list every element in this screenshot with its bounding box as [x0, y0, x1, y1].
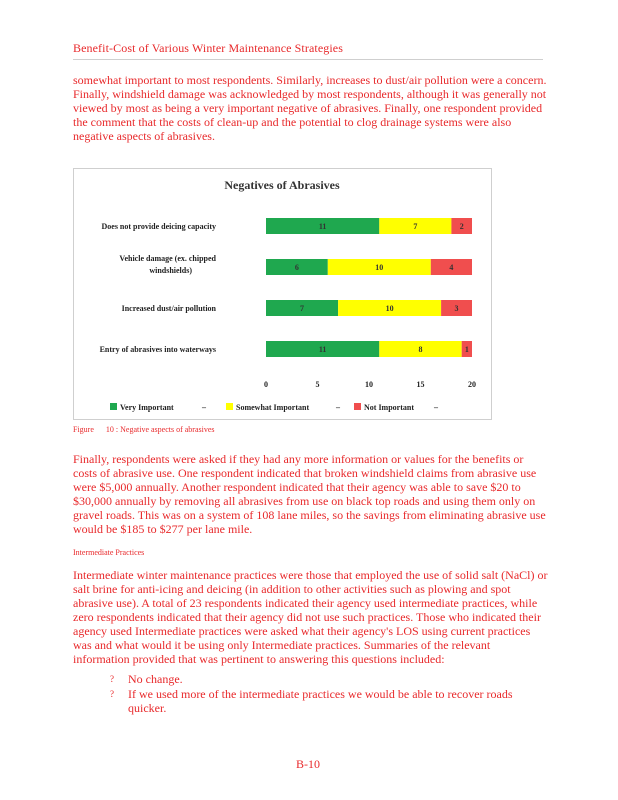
data-label: 11 — [318, 345, 327, 354]
category-label: Entry of abrasives into waterways — [99, 345, 216, 354]
x-tick-label: 5 — [315, 380, 320, 389]
data-label: 6 — [294, 263, 299, 272]
list-item-text: If we used more of the intermediate practices we would be able to recover roads quicker. — [128, 687, 513, 715]
legend-dash: – — [202, 403, 206, 412]
legend-dash: – — [336, 403, 340, 412]
data-label: 1 — [464, 345, 469, 354]
legend-label: Somewhat Important — [236, 403, 310, 412]
x-tick-label: 15 — [416, 380, 425, 389]
legend-label: Not Important — [364, 403, 414, 412]
data-label: 10 — [375, 263, 384, 272]
data-label: 7 — [413, 222, 418, 231]
caption-label: Figure — [73, 425, 94, 434]
category-label: Does not provide deicing capacity — [101, 222, 216, 231]
running-header: Benefit-Cost of Various Winter Maintenance Strategies — [73, 41, 343, 55]
header-rule — [73, 59, 543, 60]
chart-title: Negatives of Abrasives — [224, 178, 340, 192]
x-tick-label: 20 — [468, 380, 476, 389]
legend-swatch — [110, 403, 117, 410]
page-number: B-10 — [296, 757, 320, 771]
data-label: 7 — [300, 304, 305, 313]
caption-number: 10 — [105, 425, 114, 434]
legend-swatch — [354, 403, 361, 410]
figure-caption — [73, 425, 215, 434]
paragraph-intermediate-practices: Intermediate winter maintenance practices were those that employed the use of solid salt (NaCl) or salt brine for anti-icing and deicing (in addition to other activities such as plowing and spot abrasive use). A total of 23 respondents indicated their agency used intermediate practices, while zero respondents indicated that their agency did not use such practices. Those who indicated their agency used Intermediate practices were asked what their agency's LOS using current practices was and what would it be using only Intermediate practices. Summaries of the relevant information provided that was pertinent to answering this questions included: — [73, 568, 548, 666]
data-label: 10 — [385, 304, 394, 313]
paragraph-cost-info: Finally, respondents were asked if they had any more information or values for the benefits or costs of abrasive use. One respondent indicated that broken windshield claims from abrasive use were $5,000 annually. Another respondent indicated that their agency was able to save $20 to $30,000 annually by removing all abrasives from use on black top roads and using them only on gravel roads. This was on a system of 108 lane miles, so the savings from eliminating abrasive use would be $185 to $277 per lane mile. — [73, 452, 546, 536]
list-item-text: No change. — [128, 672, 183, 686]
data-label: 2 — [459, 222, 464, 231]
bullet-marker: ? — [110, 674, 114, 684]
data-label: 3 — [454, 304, 459, 313]
list-item — [110, 672, 540, 686]
chart-svg — [74, 169, 491, 419]
legend-label: Very Important — [120, 403, 174, 412]
chart-negatives-of-abrasives — [73, 168, 492, 420]
category-label: Vehicle damage (ex. chipped — [119, 254, 216, 263]
data-label: 8 — [418, 345, 423, 354]
response-list — [110, 672, 540, 716]
caption-text: : Negative aspects of abrasives — [115, 425, 215, 434]
legend-dash: – — [434, 403, 438, 412]
x-tick-label: 0 — [264, 380, 268, 389]
list-item — [110, 687, 540, 715]
legend-swatch — [226, 403, 233, 410]
section-subheading: Intermediate Practices — [73, 548, 145, 557]
category-label: windshields) — [149, 266, 192, 275]
x-tick-label: 10 — [365, 380, 373, 389]
paragraph-abrasive-negatives: somewhat important to most respondents. Similarly, increases to dust/air pollution were a concern. Finally, windshield damage was acknowledged by most respondents, although it was generally not viewed by most as being a very important negative of abrasives. Finally, one respondent provided the comment that the costs of clean-up and the potential to clog drainage systems were also negative aspects of abrasives. — [73, 73, 547, 143]
data-label: 4 — [449, 263, 454, 272]
category-label: Increased dust/air pollution — [121, 304, 216, 313]
data-label: 11 — [318, 222, 327, 231]
bullet-marker: ? — [110, 689, 114, 699]
